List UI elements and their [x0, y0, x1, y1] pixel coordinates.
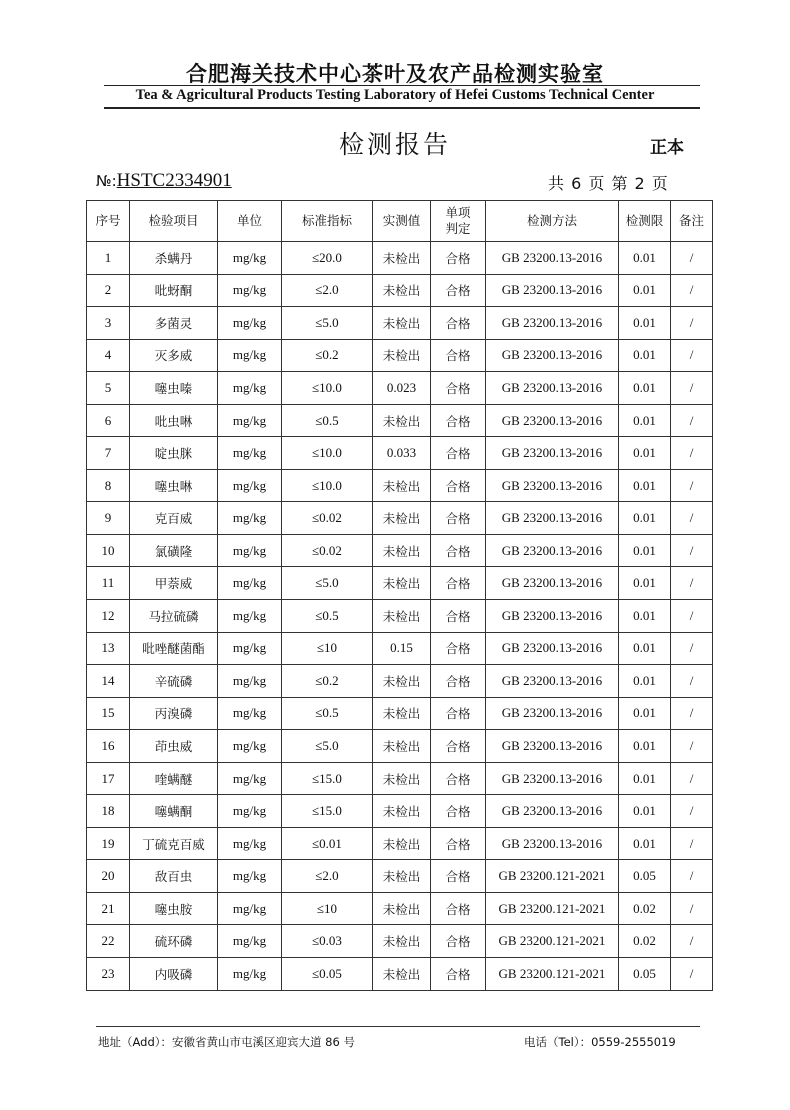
cell-unit: mg/kg: [218, 404, 282, 437]
cell-verdict: 合格: [431, 665, 486, 698]
cell-standard: ≤20.0: [282, 242, 373, 275]
cell-measured: 未检出: [373, 795, 431, 828]
cell-measured: 未检出: [373, 892, 431, 925]
cell-remark: /: [671, 730, 713, 763]
cell-unit: mg/kg: [218, 437, 282, 470]
table-row: [87, 274, 713, 307]
column-header-limit: 检测限: [619, 201, 671, 242]
footer-address: 地址（Add）：安徽省黄山市屯溪区迎宾大道 86 号: [98, 1035, 355, 1049]
cell-measured: 未检出: [373, 502, 431, 535]
table-row: [87, 502, 713, 535]
cell-seq: 18: [87, 795, 130, 828]
cell-limit: 0.01: [619, 827, 671, 860]
cell-limit: 0.01: [619, 730, 671, 763]
cell-item: 噻虫嗪: [130, 372, 218, 405]
cell-remark: /: [671, 307, 713, 340]
table-row: [87, 925, 713, 958]
cell-measured: 未检出: [373, 242, 431, 275]
cell-seq: 13: [87, 632, 130, 665]
cell-verdict: 合格: [431, 632, 486, 665]
cell-method: GB 23200.13-2016: [486, 274, 619, 307]
cell-method: GB 23200.13-2016: [486, 762, 619, 795]
cell-limit: 0.01: [619, 665, 671, 698]
lab-name-en: Tea & Agricultural Products Testing Laboratory of Hefei Customs Technical Center: [135, 87, 655, 103]
cell-verdict: 合格: [431, 242, 486, 275]
cell-standard: ≤0.5: [282, 697, 373, 730]
cell-verdict: 合格: [431, 762, 486, 795]
cell-standard: ≤15.0: [282, 762, 373, 795]
cell-method: GB 23200.13-2016: [486, 632, 619, 665]
cell-remark: /: [671, 339, 713, 372]
cell-method: GB 23200.13-2016: [486, 242, 619, 275]
cell-method: GB 23200.13-2016: [486, 502, 619, 535]
cell-limit: 0.05: [619, 958, 671, 991]
cell-verdict: 合格: [431, 437, 486, 470]
table-row: [87, 437, 713, 470]
cell-method: GB 23200.13-2016: [486, 307, 619, 340]
cell-seq: 21: [87, 892, 130, 925]
table-row: [87, 795, 713, 828]
table-row: [87, 632, 713, 665]
cell-limit: 0.01: [619, 697, 671, 730]
cell-remark: /: [671, 274, 713, 307]
cell-measured: 0.15: [373, 632, 431, 665]
cell-unit: mg/kg: [218, 339, 282, 372]
cell-verdict: 合格: [431, 307, 486, 340]
cell-method: GB 23200.13-2016: [486, 730, 619, 763]
cell-measured: 未检出: [373, 762, 431, 795]
cell-verdict: 合格: [431, 469, 486, 502]
cell-unit: mg/kg: [218, 892, 282, 925]
cell-item: 杀螨丹: [130, 242, 218, 275]
table-row: [87, 242, 713, 275]
cell-standard: ≤10: [282, 892, 373, 925]
cell-remark: /: [671, 567, 713, 600]
footer-phone: 电话（Tel）：0559-2555019: [524, 1035, 676, 1049]
results-table: [86, 200, 713, 991]
cell-seq: 9: [87, 502, 130, 535]
cell-unit: mg/kg: [218, 827, 282, 860]
cell-standard: ≤5.0: [282, 567, 373, 600]
cell-standard: ≤0.05: [282, 958, 373, 991]
table-row: [87, 404, 713, 437]
cell-item: 啶虫脒: [130, 437, 218, 470]
cell-verdict: 合格: [431, 697, 486, 730]
cell-method: GB 23200.121-2021: [486, 925, 619, 958]
cell-seq: 23: [87, 958, 130, 991]
cell-measured: 未检出: [373, 600, 431, 633]
cell-remark: /: [671, 404, 713, 437]
cell-item: 敌百虫: [130, 860, 218, 893]
report-number-prefix: №:: [96, 172, 117, 190]
cell-method: GB 23200.121-2021: [486, 892, 619, 925]
cell-method: GB 23200.121-2021: [486, 958, 619, 991]
cell-remark: /: [671, 925, 713, 958]
cell-standard: ≤0.5: [282, 600, 373, 633]
cell-seq: 22: [87, 925, 130, 958]
cell-standard: ≤0.02: [282, 502, 373, 535]
column-header-seq: 序号: [87, 201, 130, 242]
cell-remark: /: [671, 795, 713, 828]
table-row: [87, 958, 713, 991]
cell-limit: 0.01: [619, 339, 671, 372]
cell-limit: 0.01: [619, 372, 671, 405]
table-row: [87, 730, 713, 763]
cell-limit: 0.02: [619, 892, 671, 925]
cell-limit: 0.05: [619, 860, 671, 893]
table-row: [87, 567, 713, 600]
cell-verdict: 合格: [431, 958, 486, 991]
cell-seq: 8: [87, 469, 130, 502]
cell-remark: /: [671, 827, 713, 860]
cell-standard: ≤5.0: [282, 307, 373, 340]
cell-seq: 10: [87, 534, 130, 567]
cell-remark: /: [671, 469, 713, 502]
column-header-method: 检测方法: [486, 201, 619, 242]
cell-standard: ≤10.0: [282, 372, 373, 405]
column-header-remark: 备注: [671, 201, 713, 242]
cell-remark: /: [671, 665, 713, 698]
cell-verdict: 合格: [431, 860, 486, 893]
table-row: [87, 469, 713, 502]
cell-method: GB 23200.13-2016: [486, 404, 619, 437]
cell-verdict: 合格: [431, 534, 486, 567]
table-row: [87, 307, 713, 340]
table-row: [87, 600, 713, 633]
table-header-row: [87, 201, 713, 242]
cell-measured: 未检出: [373, 274, 431, 307]
cell-limit: 0.01: [619, 307, 671, 340]
table-row: [87, 339, 713, 372]
cell-verdict: 合格: [431, 274, 486, 307]
cell-limit: 0.01: [619, 632, 671, 665]
cell-measured: 未检出: [373, 827, 431, 860]
cell-method: GB 23200.13-2016: [486, 469, 619, 502]
cell-method: GB 23200.13-2016: [486, 339, 619, 372]
cell-unit: mg/kg: [218, 665, 282, 698]
cell-item: 辛硫磷: [130, 665, 218, 698]
cell-seq: 11: [87, 567, 130, 600]
cell-verdict: 合格: [431, 925, 486, 958]
cell-remark: /: [671, 534, 713, 567]
cell-unit: mg/kg: [218, 925, 282, 958]
cell-verdict: 合格: [431, 502, 486, 535]
cell-measured: 未检出: [373, 404, 431, 437]
cell-item: 噻虫胺: [130, 892, 218, 925]
table-row: [87, 665, 713, 698]
column-header-standard: 标准指标: [282, 201, 373, 242]
table-row: [87, 534, 713, 567]
cell-seq: 2: [87, 274, 130, 307]
cell-seq: 16: [87, 730, 130, 763]
table-row: [87, 372, 713, 405]
cell-item: 吡唑醚菌酯: [130, 632, 218, 665]
cell-standard: ≤2.0: [282, 274, 373, 307]
cell-standard: ≤10.0: [282, 469, 373, 502]
cell-limit: 0.01: [619, 502, 671, 535]
cell-unit: mg/kg: [218, 697, 282, 730]
cell-limit: 0.01: [619, 567, 671, 600]
cell-unit: mg/kg: [218, 502, 282, 535]
cell-seq: 12: [87, 600, 130, 633]
cell-method: GB 23200.13-2016: [486, 697, 619, 730]
header-rule-bottom: [104, 107, 700, 109]
column-header-measured: 实测值: [373, 201, 431, 242]
cell-verdict: 合格: [431, 567, 486, 600]
cell-item: 多菌灵: [130, 307, 218, 340]
cell-unit: mg/kg: [218, 600, 282, 633]
cell-standard: ≤5.0: [282, 730, 373, 763]
cell-measured: 未检出: [373, 958, 431, 991]
cell-seq: 1: [87, 242, 130, 275]
cell-remark: /: [671, 892, 713, 925]
cell-measured: 0.023: [373, 372, 431, 405]
cell-method: GB 23200.13-2016: [486, 437, 619, 470]
cell-limit: 0.01: [619, 795, 671, 828]
cell-unit: mg/kg: [218, 632, 282, 665]
cell-measured: 未检出: [373, 339, 431, 372]
cell-item: 丙溴磷: [130, 697, 218, 730]
copy-label: 正本: [650, 138, 684, 158]
table-row: [87, 697, 713, 730]
cell-remark: /: [671, 502, 713, 535]
cell-limit: 0.01: [619, 242, 671, 275]
report-number-value: HSTC2334901: [116, 170, 232, 191]
cell-standard: ≤0.03: [282, 925, 373, 958]
cell-remark: /: [671, 697, 713, 730]
cell-verdict: 合格: [431, 892, 486, 925]
cell-limit: 0.01: [619, 600, 671, 633]
cell-unit: mg/kg: [218, 795, 282, 828]
cell-method: GB 23200.13-2016: [486, 665, 619, 698]
cell-unit: mg/kg: [218, 567, 282, 600]
column-header-unit: 单位: [218, 201, 282, 242]
cell-standard: ≤0.2: [282, 339, 373, 372]
report-title: 检测报告: [338, 130, 451, 159]
cell-remark: /: [671, 437, 713, 470]
cell-method: GB 23200.13-2016: [486, 567, 619, 600]
cell-remark: /: [671, 958, 713, 991]
cell-limit: 0.02: [619, 925, 671, 958]
cell-unit: mg/kg: [218, 274, 282, 307]
cell-seq: 19: [87, 827, 130, 860]
cell-unit: mg/kg: [218, 307, 282, 340]
cell-item: 吡虫啉: [130, 404, 218, 437]
cell-seq: 20: [87, 860, 130, 893]
cell-verdict: 合格: [431, 372, 486, 405]
cell-seq: 4: [87, 339, 130, 372]
cell-verdict: 合格: [431, 600, 486, 633]
cell-seq: 3: [87, 307, 130, 340]
lab-name-cn: 合肥海关技术中心茶叶及农产品检测实验室: [186, 62, 604, 86]
cell-seq: 17: [87, 762, 130, 795]
cell-unit: mg/kg: [218, 469, 282, 502]
table-row: [87, 827, 713, 860]
cell-standard: ≤0.02: [282, 534, 373, 567]
cell-item: 内吸磷: [130, 958, 218, 991]
table-header: [87, 201, 713, 242]
cell-limit: 0.01: [619, 437, 671, 470]
cell-seq: 15: [87, 697, 130, 730]
cell-measured: 0.033: [373, 437, 431, 470]
cell-standard: ≤2.0: [282, 860, 373, 893]
cell-item: 丁硫克百威: [130, 827, 218, 860]
cell-standard: ≤0.2: [282, 665, 373, 698]
page-info: 共 6 页 第 2 页: [548, 174, 669, 193]
cell-remark: /: [671, 632, 713, 665]
cell-measured: 未检出: [373, 469, 431, 502]
cell-verdict: 合格: [431, 339, 486, 372]
cell-standard: ≤10.0: [282, 437, 373, 470]
cell-verdict: 合格: [431, 827, 486, 860]
header-rule-top: [104, 85, 700, 86]
cell-unit: mg/kg: [218, 534, 282, 567]
cell-limit: 0.01: [619, 404, 671, 437]
cell-method: GB 23200.13-2016: [486, 795, 619, 828]
cell-measured: 未检出: [373, 730, 431, 763]
cell-remark: /: [671, 242, 713, 275]
cell-limit: 0.01: [619, 469, 671, 502]
cell-remark: /: [671, 762, 713, 795]
cell-limit: 0.01: [619, 274, 671, 307]
cell-item: 马拉硫磷: [130, 600, 218, 633]
cell-item: 喹螨醚: [130, 762, 218, 795]
table-row: [87, 762, 713, 795]
table-row: [87, 860, 713, 893]
cell-measured: 未检出: [373, 665, 431, 698]
cell-item: 灭多威: [130, 339, 218, 372]
cell-item: 克百威: [130, 502, 218, 535]
cell-method: GB 23200.13-2016: [486, 600, 619, 633]
cell-unit: mg/kg: [218, 958, 282, 991]
cell-standard: ≤15.0: [282, 795, 373, 828]
cell-measured: 未检出: [373, 307, 431, 340]
cell-verdict: 合格: [431, 404, 486, 437]
report-number: [96, 170, 232, 192]
cell-remark: /: [671, 372, 713, 405]
cell-unit: mg/kg: [218, 242, 282, 275]
cell-unit: mg/kg: [218, 762, 282, 795]
column-header-item: 检验项目: [130, 201, 218, 242]
cell-verdict: 合格: [431, 795, 486, 828]
table-row: [87, 892, 713, 925]
cell-item: 噻螨酮: [130, 795, 218, 828]
cell-measured: 未检出: [373, 697, 431, 730]
cell-method: GB 23200.13-2016: [486, 372, 619, 405]
cell-seq: 14: [87, 665, 130, 698]
cell-item: 茚虫威: [130, 730, 218, 763]
cell-item: 硫环磷: [130, 925, 218, 958]
cell-standard: ≤10: [282, 632, 373, 665]
cell-measured: 未检出: [373, 860, 431, 893]
cell-item: 吡蚜酮: [130, 274, 218, 307]
cell-method: GB 23200.13-2016: [486, 534, 619, 567]
cell-measured: 未检出: [373, 925, 431, 958]
cell-verdict: 合格: [431, 730, 486, 763]
footer-rule: [96, 1026, 700, 1027]
cell-standard: ≤0.01: [282, 827, 373, 860]
cell-unit: mg/kg: [218, 372, 282, 405]
cell-seq: 6: [87, 404, 130, 437]
cell-item: 氯磺隆: [130, 534, 218, 567]
cell-remark: /: [671, 860, 713, 893]
cell-method: GB 23200.13-2016: [486, 827, 619, 860]
cell-unit: mg/kg: [218, 730, 282, 763]
cell-method: GB 23200.121-2021: [486, 860, 619, 893]
cell-seq: 7: [87, 437, 130, 470]
cell-item: 甲萘威: [130, 567, 218, 600]
cell-limit: 0.01: [619, 762, 671, 795]
cell-measured: 未检出: [373, 534, 431, 567]
table-body: [87, 242, 713, 991]
cell-remark: /: [671, 600, 713, 633]
column-header-verdict: 单项判定: [431, 201, 486, 242]
cell-limit: 0.01: [619, 534, 671, 567]
cell-item: 噻虫啉: [130, 469, 218, 502]
cell-measured: 未检出: [373, 567, 431, 600]
cell-unit: mg/kg: [218, 860, 282, 893]
cell-seq: 5: [87, 372, 130, 405]
cell-standard: ≤0.5: [282, 404, 373, 437]
